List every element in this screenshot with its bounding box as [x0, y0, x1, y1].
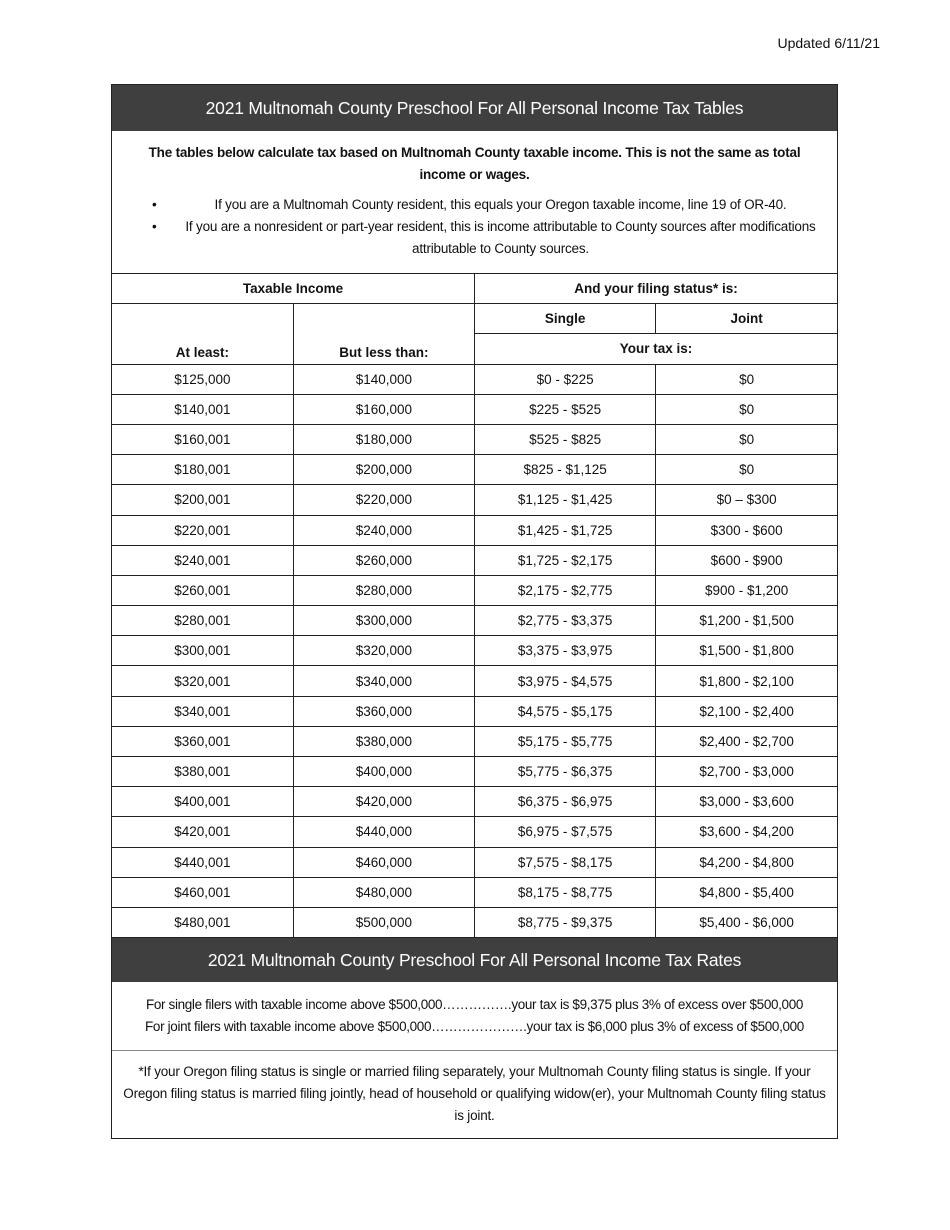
header-single: Single: [475, 304, 656, 334]
tax-table: [112, 273, 837, 938]
cell-but-less-than: $340,000: [293, 666, 474, 696]
table-row: [112, 515, 837, 545]
cell-but-less-than: $220,000: [293, 485, 474, 515]
bullet-nonresident: • If you are a nonresident or part-year resident, this is income attributable to County sources after modifications attributable to County sources.: [180, 216, 821, 260]
cell-at-least: $360,001: [112, 726, 293, 756]
cell-joint-tax: $2,100 - $2,400: [656, 696, 837, 726]
table-row: [112, 696, 837, 726]
footnote: *If your Oregon filing status is single or married filing separately, your Multnomah County filing status is single. If your Oregon filing status is married filing jointly, head of household or qualifying widow(er), your Multnomah County filing status is joint.: [123, 1064, 826, 1124]
cell-single-tax: $1,725 - $2,175: [475, 545, 656, 575]
cell-at-least: $125,000: [112, 364, 293, 394]
rates-section: [112, 982, 837, 1051]
table-row: [112, 907, 837, 937]
table-row: [112, 545, 837, 575]
cell-but-less-than: $460,000: [293, 847, 474, 877]
header-at-least: At least:: [112, 304, 293, 364]
cell-single-tax: $5,775 - $6,375: [475, 757, 656, 787]
cell-but-less-than: $500,000: [293, 907, 474, 937]
cell-at-least: $280,001: [112, 606, 293, 636]
table-row: [112, 666, 837, 696]
cell-at-least: $440,001: [112, 847, 293, 877]
cell-joint-tax: $300 - $600: [656, 515, 837, 545]
cell-but-less-than: $400,000: [293, 757, 474, 787]
table-row: [112, 455, 837, 485]
cell-single-tax: $525 - $825: [475, 424, 656, 454]
cell-at-least: $260,001: [112, 575, 293, 605]
cell-single-tax: $225 - $525: [475, 394, 656, 424]
cell-at-least: $140,001: [112, 394, 293, 424]
cell-single-tax: $8,175 - $8,775: [475, 877, 656, 907]
cell-but-less-than: $420,000: [293, 787, 474, 817]
cell-single-tax: $7,575 - $8,175: [475, 847, 656, 877]
cell-joint-tax: $900 - $1,200: [656, 575, 837, 605]
cell-joint-tax: $1,800 - $2,100: [656, 666, 837, 696]
cell-at-least: $400,001: [112, 787, 293, 817]
cell-joint-tax: $5,400 - $6,000: [656, 907, 837, 937]
rate-single: For single filers with taxable income above $500,000…………….your tax is $9,375 plus 3% of excess over $500,000: [145, 997, 804, 1013]
table-row: [112, 364, 837, 394]
table-body: [112, 364, 837, 938]
table-row: [112, 757, 837, 787]
table-row: [112, 817, 837, 847]
cell-single-tax: $4,575 - $5,175: [475, 696, 656, 726]
cell-but-less-than: $200,000: [293, 455, 474, 485]
cell-single-tax: $3,375 - $3,975: [475, 636, 656, 666]
header-your-tax-is: Your tax is:: [475, 334, 838, 364]
cell-joint-tax: $600 - $900: [656, 545, 837, 575]
cell-at-least: $180,001: [112, 455, 293, 485]
header-joint: Joint: [656, 304, 837, 334]
cell-but-less-than: $160,000: [293, 394, 474, 424]
cell-at-least: $380,001: [112, 757, 293, 787]
cell-single-tax: $6,975 - $7,575: [475, 817, 656, 847]
cell-joint-tax: $0: [656, 364, 837, 394]
cell-but-less-than: $480,000: [293, 877, 474, 907]
intro-bullets: [128, 194, 821, 260]
rates-title: 2021 Multnomah County Preschool For All Personal Income Tax Rates: [112, 938, 837, 982]
table-row: [112, 877, 837, 907]
cell-single-tax: $5,175 - $5,775: [475, 726, 656, 756]
updated-date: Updated 6/11/21: [777, 35, 880, 51]
cell-single-tax: $0 - $225: [475, 364, 656, 394]
cell-single-tax: $3,975 - $4,575: [475, 666, 656, 696]
table-row: [112, 636, 837, 666]
cell-at-least: $460,001: [112, 877, 293, 907]
cell-but-less-than: $300,000: [293, 606, 474, 636]
header-filing-status: And your filing status* is:: [475, 274, 838, 304]
cell-joint-tax: $2,700 - $3,000: [656, 757, 837, 787]
cell-joint-tax: $1,500 - $1,800: [656, 636, 837, 666]
cell-joint-tax: $0: [656, 394, 837, 424]
cell-single-tax: $6,375 - $6,975: [475, 787, 656, 817]
cell-single-tax: $2,775 - $3,375: [475, 606, 656, 636]
cell-single-tax: $1,125 - $1,425: [475, 485, 656, 515]
cell-single-tax: $2,175 - $2,775: [475, 575, 656, 605]
table-row: [112, 726, 837, 756]
cell-joint-tax: $0: [656, 424, 837, 454]
intro-section: [112, 131, 837, 273]
cell-at-least: $480,001: [112, 907, 293, 937]
cell-at-least: $320,001: [112, 666, 293, 696]
cell-at-least: $160,001: [112, 424, 293, 454]
table-row: [112, 847, 837, 877]
cell-at-least: $240,001: [112, 545, 293, 575]
intro-bold-note: The tables below calculate tax based on Multnomah County taxable income. This is not the same as total income or wages.: [148, 145, 801, 182]
table-row: [112, 606, 837, 636]
cell-single-tax: $8,775 - $9,375: [475, 907, 656, 937]
cell-but-less-than: $140,000: [293, 364, 474, 394]
cell-joint-tax: $4,200 - $4,800: [656, 847, 837, 877]
cell-but-less-than: $240,000: [293, 515, 474, 545]
table-row: [112, 787, 837, 817]
cell-but-less-than: $180,000: [293, 424, 474, 454]
cell-joint-tax: $0 – $300: [656, 485, 837, 515]
cell-joint-tax: $3,600 - $4,200: [656, 817, 837, 847]
cell-at-least: $420,001: [112, 817, 293, 847]
cell-but-less-than: $380,000: [293, 726, 474, 756]
cell-but-less-than: $260,000: [293, 545, 474, 575]
cell-joint-tax: $2,400 - $2,700: [656, 726, 837, 756]
table-row: [112, 485, 837, 515]
cell-at-least: $220,001: [112, 515, 293, 545]
tables-title: 2021 Multnomah County Preschool For All Personal Income Tax Tables: [112, 85, 837, 131]
tax-document: [111, 84, 838, 1139]
cell-at-least: $300,001: [112, 636, 293, 666]
cell-but-less-than: $440,000: [293, 817, 474, 847]
cell-single-tax: $1,425 - $1,725: [475, 515, 656, 545]
cell-joint-tax: $1,200 - $1,500: [656, 606, 837, 636]
table-row: [112, 394, 837, 424]
cell-single-tax: $825 - $1,125: [475, 455, 656, 485]
header-taxable-income: Taxable Income: [112, 274, 475, 304]
bullet-resident: • If you are a Multnomah County resident, this equals your Oregon taxable income, line 19 of OR-40.: [180, 194, 821, 216]
cell-joint-tax: $4,800 - $5,400: [656, 877, 837, 907]
cell-at-least: $340,001: [112, 696, 293, 726]
cell-but-less-than: $320,000: [293, 636, 474, 666]
cell-joint-tax: $3,000 - $3,600: [656, 787, 837, 817]
cell-at-least: $200,001: [112, 485, 293, 515]
cell-joint-tax: $0: [656, 455, 837, 485]
rate-joint: For joint filers with taxable income above $500,000………………….your tax is $6,000 plus 3% of excess of $500,000: [145, 1019, 804, 1035]
table-row: [112, 575, 837, 605]
header-but-less-than: But less than:: [293, 304, 474, 364]
cell-but-less-than: $360,000: [293, 696, 474, 726]
table-row: [112, 424, 837, 454]
cell-but-less-than: $280,000: [293, 575, 474, 605]
